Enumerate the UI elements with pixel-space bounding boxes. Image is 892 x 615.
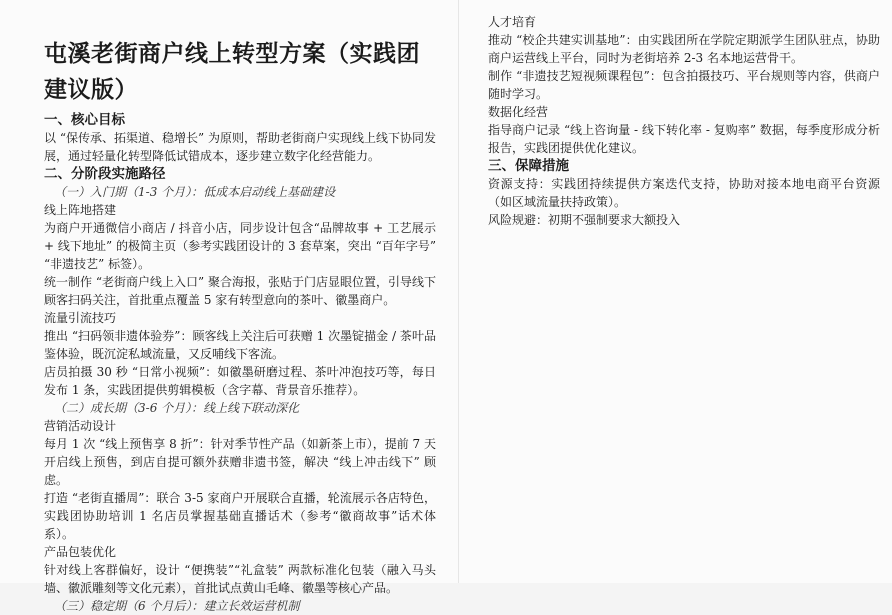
left-column-body xyxy=(44,111,436,615)
paragraph: 店员拍摄 30 秒 “日常小视频”：如徽墨研磨过程、茶叶冲泡技巧等，每日发布 1 条，实践团提供剪辑模板（含字幕、背景音乐推荐）。 xyxy=(44,365,436,397)
paragraph: 资源支持：实践团持续提供方案迭代支持，协助对接本地电商平台资源（如区域流量扶持政策）。 xyxy=(488,177,880,209)
subsection-heading: 数据化经营 xyxy=(488,105,549,119)
paragraph: 推出 “扫码领非遗体验券”：顾客线上关注后可获赠 1 次墨锭描金 / 茶叶品鉴体验，既沉淀私域流量，又反哺线下客流。 xyxy=(44,329,436,361)
subsection-heading: 流量引流技巧 xyxy=(44,311,117,325)
section-heading: 一、核心目标 xyxy=(44,112,125,128)
phase-heading: （三）稳定期（6 个月后）：建立长效运营机制 xyxy=(54,599,300,613)
phase-heading: （二）成长期（3-6 个月）：线上线下联动深化 xyxy=(54,401,300,415)
paragraph: 制作 “非遗技艺短视频课程包”：包含拍摄技巧、平台规则等内容，供商户随时学习。 xyxy=(488,69,880,101)
section-heading: 三、保障措施 xyxy=(488,158,569,174)
paragraph: 风险规避：初期不强制要求大额投入 xyxy=(488,213,681,227)
subsection-heading: 营销活动设计 xyxy=(44,419,117,433)
subsection-heading: 线上阵地搭建 xyxy=(44,203,117,217)
subsection-heading: 产品包装优化 xyxy=(44,545,117,559)
paragraph: 统一制作 “老街商户线上入口” 聚合海报，张贴于门店显眼位置，引导线下顾客扫码关注，首批重点覆盖 5 家有转型意向的茶叶、徽墨商户。 xyxy=(44,275,436,307)
subsection-heading: 人才培育 xyxy=(488,15,537,29)
paragraph: 针对线上客群偏好，设计 “便携装”“礼盒装” 两款标准化包装（融入马头墙、徽派雕刻等文化元素），首批试点黄山毛峰、徽墨等核心产品。 xyxy=(44,563,436,595)
paragraph: 推动 “校企共建实训基地”：由实践团所在学院定期派学生团队驻点，协助商户运营线上平台，同时为老街培养 2-3 名本地运营骨干。 xyxy=(488,33,880,65)
paragraph: 每月 1 次 “线上预售享 8 折”：针对季节性产品（如新茶上市），提前 7 天开启线上预售，到店自提可额外获赠非遗书签，解决 “线上冲击线下” 顾虑。 xyxy=(44,437,436,487)
paragraph: 打造 “老街直播周”：联合 3-5 家商户开展联合直播，轮流展示各店特色，实践团协助培训 1 名店员掌握基础直播话术（参考“徽商故事”话术体系）。 xyxy=(44,491,436,541)
paragraph: 以 “保传承、拓渠道、稳增长” 为原则，帮助老街商户实现线上线下协同发展，通过轻量化转型降低试错成本，逐步建立数字化经营能力。 xyxy=(44,131,436,163)
section-heading: 二、分阶段实施路径 xyxy=(44,166,166,182)
phase-heading: （一）入门期（1-3 个月）：低成本启动线上基础建设 xyxy=(54,185,336,199)
document-title: 屯溪老街商户线上转型方案（实践团建议版） xyxy=(44,40,420,103)
right-column xyxy=(488,13,880,229)
column-divider xyxy=(458,0,459,583)
left-column xyxy=(44,36,436,615)
right-column-body xyxy=(488,13,880,229)
paragraph: 为商户开通微信小商店 / 抖音小店，同步设计包含“品牌故事 + 工艺展示 + 线下地址” 的极简主页（参考实践团设计的 3 套草案，突出 “百年字号” “非遗技艺” 标签）。 xyxy=(44,221,436,271)
paragraph: 指导商户记录 “线上咨询量 - 线下转化率 - 复购率” 数据，每季度形成分析报告，实践团提供优化建议。 xyxy=(488,123,880,155)
